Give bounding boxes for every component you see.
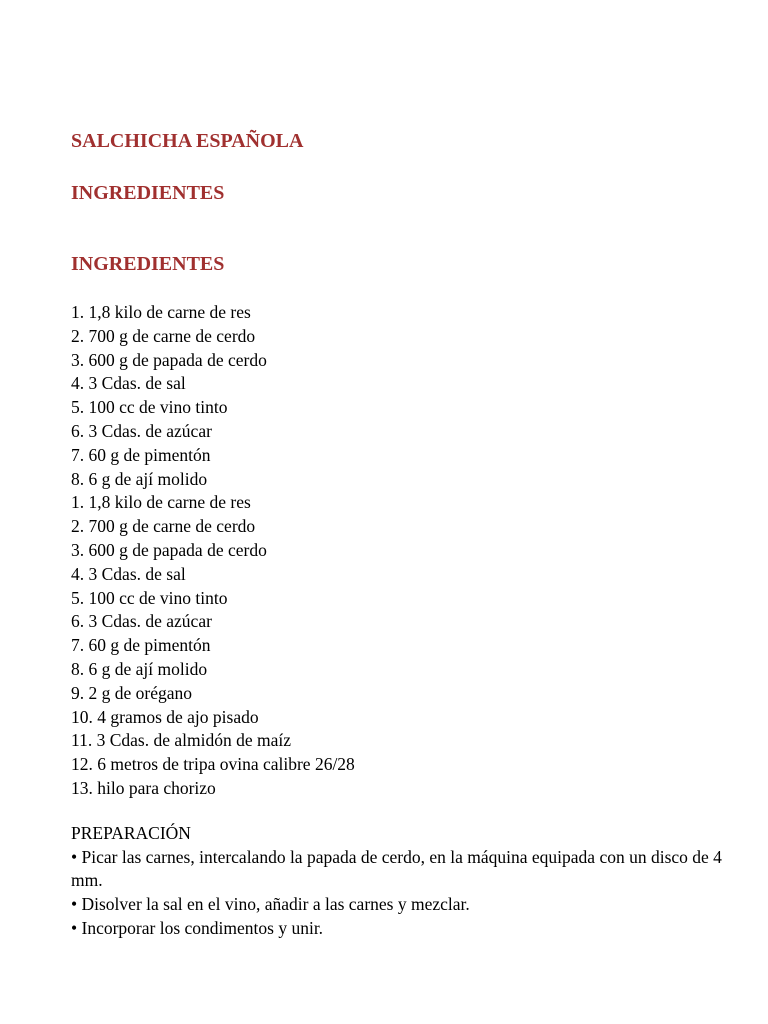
preparation-step: • Disolver la sal en el vino, añadir a las carnes y mezclar. — [71, 894, 470, 915]
preparation-step: • Picar las carnes, intercalando la papada de cerdo, en la máquina equipada con un disco de 4 mm. — [71, 846, 722, 891]
ingredient-item: 4. 3 Cdas. de sal — [71, 373, 186, 394]
ingredient-item: 8. 6 g de ají molido — [71, 468, 208, 489]
ingredient-item: 11. 3 Cdas. de almidón de maíz — [71, 730, 291, 751]
preparation-heading: PREPARACIÓN — [71, 822, 191, 843]
ingredients-list — [71, 301, 731, 801]
ingredient-item: 12. 6 metros de tripa ovina calibre 26/28 — [71, 754, 355, 775]
ingredients-heading: INGREDIENTES — [71, 182, 225, 204]
ingredient-item: 5. 100 cc de vino tinto — [71, 587, 228, 608]
ingredient-item: 13. hilo para chorizo — [71, 777, 216, 798]
ingredient-item: 4. 3 Cdas. de sal — [71, 563, 186, 584]
ingredients-heading-repeat: INGREDIENTES — [71, 253, 225, 275]
ingredient-item: 9. 2 g de orégano — [71, 682, 193, 703]
ingredient-item: 3. 600 g de papada de cerdo — [71, 349, 267, 370]
preparation-step: • Incorporar los condimentos y unir. — [71, 917, 324, 938]
ingredient-item: 7. 60 g de pimentón — [71, 444, 211, 465]
recipe-title: SALCHICHA ESPAÑOLA — [71, 130, 304, 152]
ingredient-item: 2. 700 g de carne de cerdo — [71, 516, 256, 537]
ingredient-item: 3. 600 g de papada de cerdo — [71, 539, 267, 560]
ingredient-item: 7. 60 g de pimentón — [71, 635, 211, 656]
ingredient-item: 1. 1,8 kilo de carne de res — [71, 302, 251, 322]
ingredient-item: 10. 4 gramos de ajo pisado — [71, 706, 259, 727]
ingredient-item: 5. 100 cc de vino tinto — [71, 397, 228, 418]
ingredient-item: 6. 3 Cdas. de azúcar — [71, 611, 212, 632]
ingredient-item: 2. 700 g de carne de cerdo — [71, 325, 256, 346]
recipe-page — [71, 128, 731, 941]
ingredient-item: 1. 1,8 kilo de carne de res — [71, 492, 251, 513]
preparation-section — [71, 822, 731, 941]
ingredient-item: 6. 3 Cdas. de azúcar — [71, 420, 212, 441]
ingredient-item: 8. 6 g de ají molido — [71, 658, 208, 679]
